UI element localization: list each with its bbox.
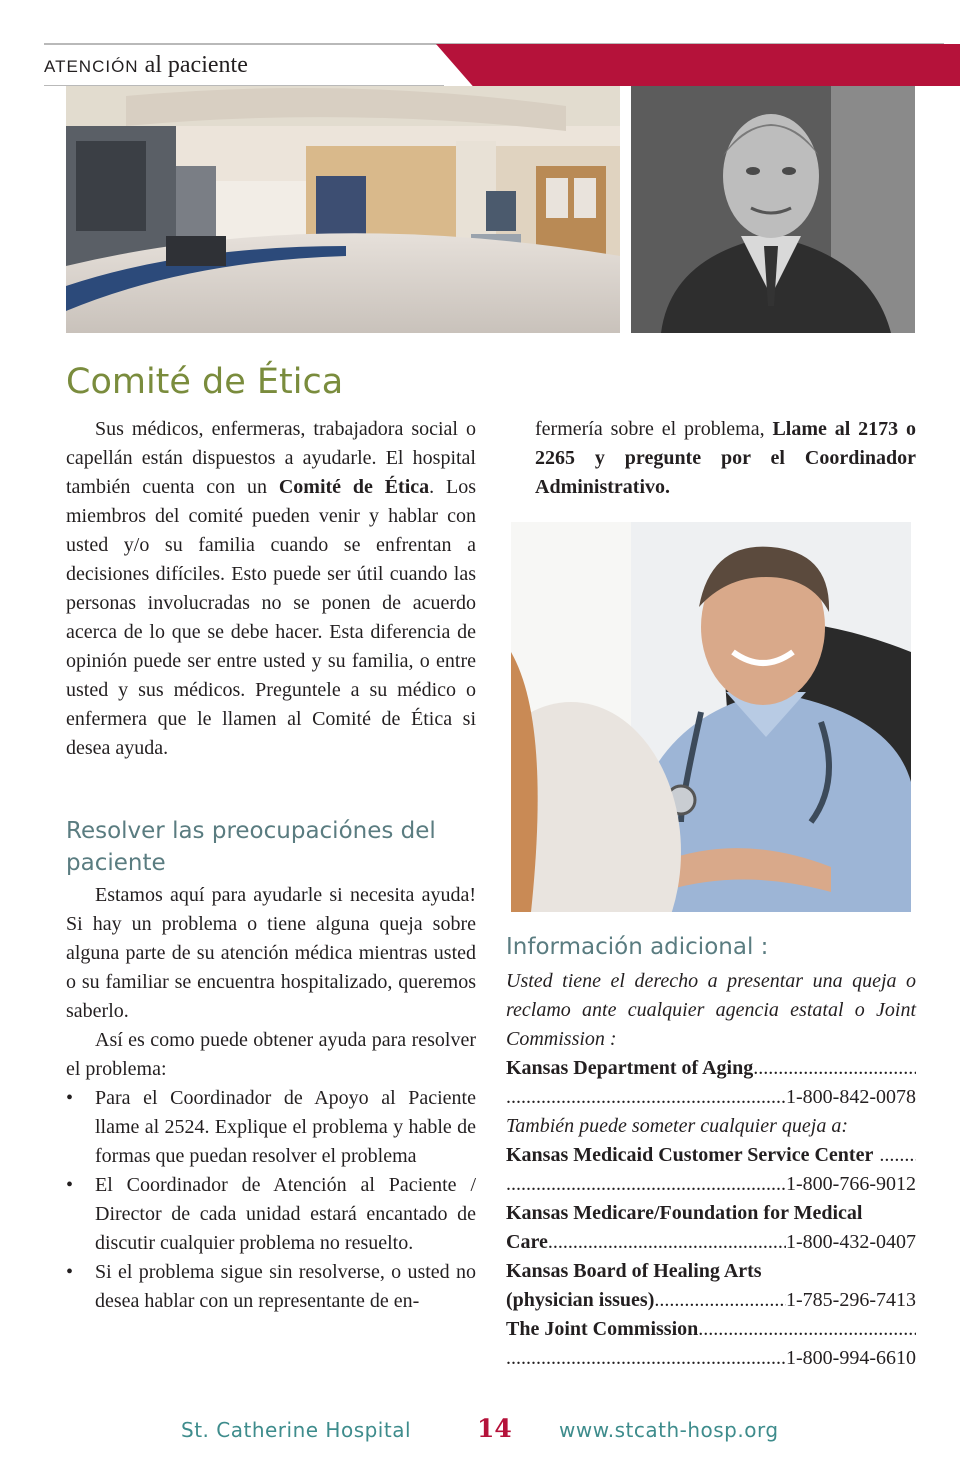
- contact-row: [506, 1315, 916, 1344]
- contact-phone: 1-800-994-6610: [786, 1347, 916, 1369]
- contact-row: [506, 1257, 916, 1286]
- contact-name: Care: [506, 1231, 548, 1253]
- ethics-committee-name: Comité de Ética: [278, 476, 430, 498]
- leader-dots: [753, 1054, 916, 1083]
- contact-row: [506, 1199, 916, 1228]
- contact-phone: 1-800-432-0407: [786, 1231, 916, 1253]
- concerns-paragraph-1: Estamos aquí para ayudarle si necesita ayuda! Si hay un problema o tiene alguna queja sobre alguna parte de su atención médica mientras usted o su familiar se encuentra hospitalizado, queremos saberlo.: [66, 884, 476, 1022]
- contact-name: Kansas Department of Aging: [506, 1057, 754, 1079]
- leader-dots: [698, 1315, 916, 1344]
- ethics-heading: Comité de Ética: [66, 362, 344, 402]
- contact-row: [506, 1054, 916, 1083]
- contact-row: [506, 1344, 916, 1373]
- contact-row: [506, 1286, 916, 1315]
- contact-phone: 1-800-842-0078: [786, 1086, 916, 1108]
- contact-row: [506, 1170, 916, 1199]
- additional-info-heading: Información adicional :: [506, 934, 769, 960]
- concerns-continued: [535, 415, 916, 502]
- section-title-rest: al paciente: [138, 52, 248, 78]
- continued-call-to-action: Llame al 2173 o 2265 y pregunte por el Coordinador Administrativo.: [535, 418, 916, 498]
- hospital-hallway-photo: [66, 86, 620, 333]
- contact-name: Kansas Medicaid Customer Service Center: [506, 1144, 874, 1166]
- section-title-caps: ATENCIÓN: [44, 57, 139, 76]
- concerns-heading: Resolver las preocupaciónes del paciente: [66, 818, 436, 876]
- contact-name: Kansas Medicare/Foundation for Medical: [506, 1202, 863, 1224]
- concerns-list: [66, 1084, 476, 1316]
- ethics-text-c: . Los miembros del comité pueden venir y hablar con usted y/o su familia cuando se enfrentan a decisiones difíciles. Esto puede ser útil cuando las personas involucradas no se ponen de acuerdo acerca de lo que se debe hacer. Esta diferencia de opinión puede ser entre usted y su familia, o entre usted y sus médicos. Preguntele a su médico o enfermera que le llamen al Comité de Ética si desea ayuda.: [66, 476, 476, 759]
- additional-note: También puede someter cualquier queja a:: [506, 1115, 848, 1137]
- leader-dots: [873, 1141, 916, 1170]
- leader-dots: [654, 1286, 786, 1315]
- ethics-text-a: Sus médicos, enfermeras, trabajadora social o capellán están dispuestos a ayudarle. El hospital también cuenta con un: [66, 418, 476, 498]
- footer-hospital-name: St. Catherine Hospital: [181, 1418, 412, 1442]
- contact-row: [506, 1141, 916, 1170]
- ethics-paragraph: [66, 415, 476, 763]
- footer-website-link[interactable]: www.stcath-hosp.org: [559, 1418, 779, 1442]
- additional-intro: Usted tiene el derecho a presentar una queja o reclamo ante cualquier agencia estatal o Joint Commission :: [506, 970, 916, 1050]
- leader-dots: [506, 1170, 786, 1199]
- contact-name: Kansas Board of Healing Arts: [506, 1260, 762, 1282]
- list-item: • Para el Coordinador de Apoyo al Paciente llame al 2524. Explique el problema y hable de formas que puedan resolver el problema: [66, 1084, 476, 1171]
- list-item: • Si el problema sigue sin resolverse, o usted no desea hablar con un representante de en-: [66, 1258, 476, 1316]
- section-title: [44, 52, 248, 79]
- leader-dots: [506, 1083, 786, 1112]
- leader-dots: [506, 1344, 786, 1373]
- continued-text: fermería sobre el problema,: [535, 418, 773, 440]
- contact-phone: 1-800-766-9012: [786, 1173, 916, 1195]
- concerns-body: [66, 881, 476, 1316]
- contact-row: [506, 1228, 916, 1257]
- concerns-paragraph-2: Así es como puede obtener ayuda para resolver el problema:: [66, 1029, 476, 1080]
- historical-portrait-photo: [631, 86, 915, 333]
- contact-phone: 1-785-296-7413: [786, 1289, 916, 1311]
- contact-name: The Joint Commission: [506, 1318, 699, 1340]
- contact-row: [506, 1083, 916, 1112]
- contact-name: (physician issues): [506, 1289, 655, 1311]
- page-number: 14: [477, 1414, 512, 1443]
- list-item: • El Coordinador de Atención al Paciente / Director de cada unidad estará encantado de discutir cualquier problema no resuelto.: [66, 1171, 476, 1258]
- leader-dots: [548, 1228, 786, 1257]
- header-red-banner: [436, 44, 960, 86]
- additional-info-block: [506, 967, 916, 1373]
- smiling-doctor-photo: [511, 522, 911, 912]
